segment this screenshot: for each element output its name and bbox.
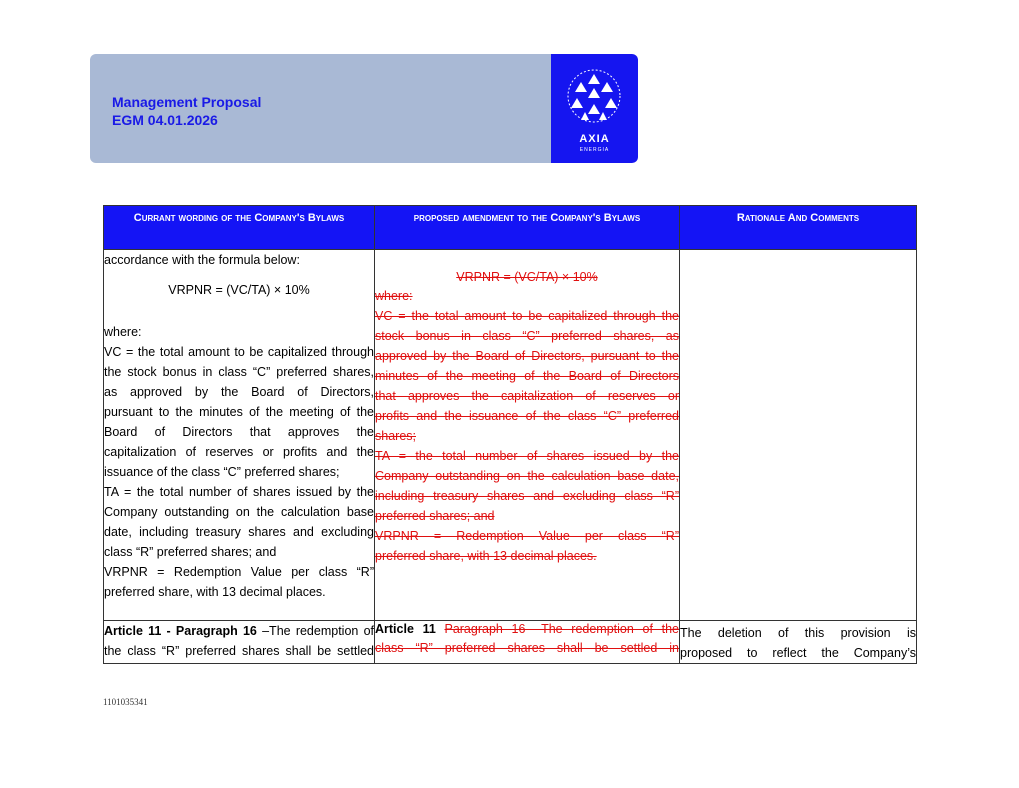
table-row <box>104 621 917 664</box>
document-title <box>112 93 261 129</box>
logo-name: AXIA <box>579 133 610 145</box>
deleted-formula: VRPNR = (VC/TA) × 10% <box>456 270 598 284</box>
table-header-row <box>104 206 917 250</box>
intro-text: accordance with the formula below: <box>104 253 300 267</box>
deleted-where-label: where: <box>375 289 413 303</box>
bylaws-comparison-table <box>103 205 917 664</box>
deleted-text: class “R” preferred shares shall be settled in <box>375 641 679 655</box>
definition-line: stock bonus in class “C” preferred shares, as <box>375 329 679 343</box>
definition-line: that approves the capitalization of reserves or <box>375 389 679 403</box>
title-line-2: EGM 04.01.2026 <box>112 112 218 128</box>
globe-icon <box>567 68 622 126</box>
proposed-amendment-cell <box>375 621 680 664</box>
table-row <box>104 250 917 621</box>
axia-energia-logo <box>551 54 638 163</box>
deleted-definitions <box>375 306 679 566</box>
definition-line: VC = the total amount to be capitalized through the <box>375 309 679 323</box>
definition-line: TA = the total number of shares issued by the <box>104 485 374 499</box>
current-wording-cell <box>104 621 375 664</box>
definition-line: profits and the issuance of the class “C” preferred <box>375 409 679 423</box>
proposed-amendment-cell <box>375 250 680 621</box>
header-banner <box>90 54 551 163</box>
formula: VRPNR = (VC/TA) × 10% <box>168 283 310 297</box>
column-header-current: Currant wording of the Company's Bylaws <box>104 206 375 250</box>
definition-line: Company outstanding on the calculation base <box>104 505 374 519</box>
title-line-1: Management Proposal <box>112 94 262 110</box>
column-header-proposed: proposed amendment to the Company's Bylaws <box>375 206 680 250</box>
definition-line: class “R” preferred shares; and <box>104 545 277 559</box>
definition-line: Board of Directors that approves the <box>104 425 374 439</box>
definitions <box>104 342 374 602</box>
current-wording-cell <box>104 250 375 621</box>
article-reference: Article 11 - Paragraph 16 <box>104 624 257 638</box>
column-header-rationale: Rationale And Comments <box>680 206 917 250</box>
definition-line: preferred share, with 13 decimal places. <box>375 549 597 563</box>
definition-line: as approved by the Board of Directors, <box>104 385 374 399</box>
where-label: where: <box>104 325 142 339</box>
definition-line: VC = the total amount to be capitalized through <box>104 345 374 359</box>
definition-line: Company outstanding on the calculation base date, <box>375 469 679 483</box>
definition-line: minutes of the meeting of the Board of Directors <box>375 369 679 383</box>
definition-line: preferred shares; and <box>375 509 495 523</box>
definition-line: approved by the Board of Directors, pursuant to the <box>375 349 679 363</box>
definition-line: VRPNR = Redemption Value per class “R” <box>375 529 679 543</box>
definition-line: VRPNR = Redemption Value per class “R” <box>104 565 374 579</box>
deleted-text: Paragraph 16 –The redemption of the <box>444 622 679 636</box>
rationale-cell <box>680 621 917 664</box>
definition-line: pursuant to the minutes of the meeting of the <box>104 405 374 419</box>
definition-line: shares; <box>375 429 416 443</box>
definition-line: capitalization of reserves or profits and the <box>104 445 374 459</box>
rationale-text: proposed to reflect the Company’s <box>680 646 916 660</box>
logo-subtitle: ENERGIA <box>579 147 610 153</box>
rationale-cell <box>680 250 917 621</box>
definition-line: issuance of the class “C” preferred shares; <box>104 465 340 479</box>
definition-line: TA = the total number of shares issued by the <box>375 449 679 463</box>
definition-line: preferred share, with 13 decimal places. <box>104 585 326 599</box>
text: –The redemption of <box>256 624 374 638</box>
article-reference: Article 11 <box>375 622 445 636</box>
definition-line: including treasury shares and excluding class “R” <box>375 489 679 503</box>
document-id: 1101035341 <box>103 697 148 707</box>
definition-line: date, including treasury shares and excluding <box>104 525 374 539</box>
text: the class “R” preferred shares shall be settled <box>104 644 374 658</box>
definition-line: the stock bonus in class “C” preferred shares, <box>104 365 374 379</box>
rationale-text: The deletion of this provision is <box>680 626 916 640</box>
